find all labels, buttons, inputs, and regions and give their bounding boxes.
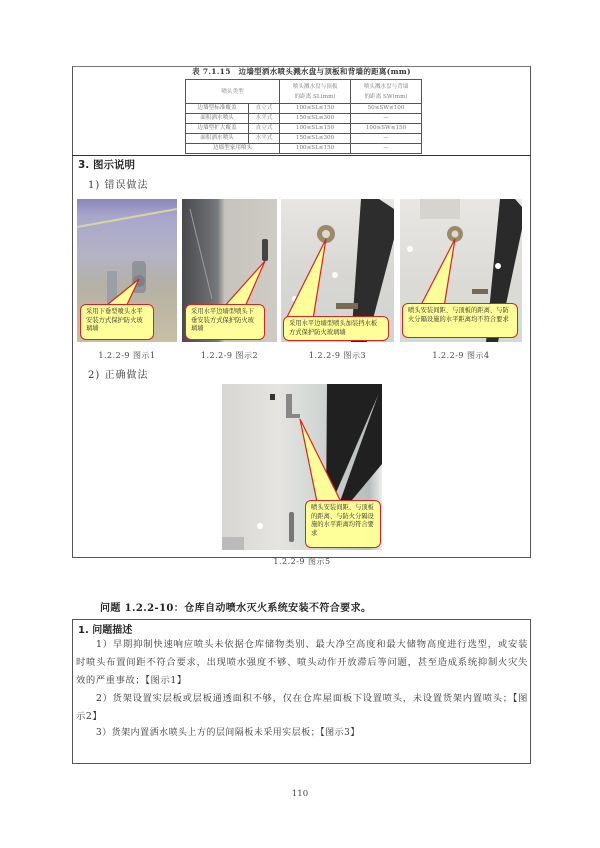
cell-sw: — — [351, 144, 422, 154]
table-row — [186, 144, 422, 154]
cell-mount: 水平式 — [248, 134, 279, 144]
cell-sl: 100≤SL≤150 — [280, 144, 351, 154]
cell-sl: 100≤SL≤150 — [280, 124, 351, 134]
figure-photo-2 — [182, 199, 277, 342]
wrong-practice-title: 1) 错误做法 — [88, 180, 149, 191]
callout-note-3: 采用水平边墙型喷头加装挡水板方式保护防火玻璃墙 — [283, 316, 389, 341]
table-row — [186, 114, 422, 124]
header-sw: 喷头溅水盘与背墙 的距离 SW(mm) — [351, 80, 422, 104]
figure-photo-5 — [222, 384, 382, 550]
cell-mount: 水平式 — [248, 114, 279, 124]
cell-sw: — — [351, 114, 422, 124]
table-row — [186, 124, 422, 134]
page-number: 110 — [291, 789, 309, 799]
figure-photo-3 — [281, 199, 394, 342]
callout-note-4: 喷头安装间距、与顶板的距离、与防火分隔设施的水平距离均不符合要求 — [402, 303, 518, 338]
table-row — [186, 134, 422, 144]
figure-photo-4 — [400, 199, 522, 342]
callout-note-1: 采用下垂型喷头水平安装方式保护防火玻璃墙 — [80, 304, 154, 340]
figure-caption-4: 1.2.2-9 图示4 — [432, 351, 490, 360]
cell-sl: 100≤SL≤150 — [280, 104, 351, 114]
section-title: 3. 图示说明 — [78, 159, 135, 171]
problem-title: 问题 1.2.2-10：仓库自动喷水灭火系统安装不符合要求。 — [100, 603, 372, 614]
divider — [72, 155, 531, 156]
cell-type: 边墙型扩大覆盖 — [186, 124, 249, 134]
cell-type: 面积洒水喷头 — [186, 134, 249, 144]
cell-mount: 直立式 — [248, 124, 279, 134]
table-row — [186, 104, 422, 114]
cell-type: 边墙型家用喷头 — [186, 144, 280, 154]
cell-sw: 100≤SW≤150 — [351, 124, 422, 134]
figure-caption-3: 1.2.2-9 图示3 — [308, 351, 367, 360]
header-sl: 喷头溅水盘与顶板 的距离 SL(mm) — [280, 80, 351, 104]
table-header-row — [186, 80, 422, 104]
figure-caption-1: 1.2.2-9 图示1 — [98, 351, 156, 360]
cell-type: 面积洒水喷头 — [186, 114, 249, 124]
correct-practice-title: 2) 正确做法 — [88, 370, 149, 381]
figure-caption-5: 1.2.2-9 图示5 — [273, 557, 331, 566]
problem-section-title: 1. 问题描述 — [78, 625, 133, 636]
callout-note-2: 采用水平边墙型喷头下垂安装方式保护防火玻璃墙 — [185, 304, 265, 340]
spec-table — [185, 79, 422, 154]
cell-sl: 150≤SL≤300 — [280, 114, 351, 124]
cell-sw: — — [351, 134, 422, 144]
table-caption: 表 7.1.15 边墙型洒水喷头溅水盘与顶板和背墙的距离(mm) — [192, 67, 411, 76]
cell-sw: 50≤SW≤100 — [351, 104, 422, 114]
header-type: 喷头类型 — [186, 80, 280, 104]
figure-caption-2: 1.2.2-9 图示2 — [200, 351, 259, 360]
problem-item-2: 2）货架设置实层板或层板通透面积不够，仅在仓库屋面板下设置喷头，未设置货架内置喷头；【图示2】 — [76, 693, 528, 722]
cell-sl: 150≤SL≤300 — [280, 134, 351, 144]
cell-mount: 直立式 — [248, 104, 279, 114]
cell-type: 边墙型标准覆盖 — [186, 104, 249, 114]
problem-item-3: 3）货架内置洒水喷头上方的层间隔板未采用实层板；【图示3】 — [96, 728, 360, 738]
figure-photo-1 — [77, 199, 177, 342]
problem-item-1: 1）早期抑制快速响应喷头未依据仓库储物类别、最大净空高度和最大储物高度进行选型，或安装时喷头布置间距不符合要求，出现喷水强度不够、喷头动作开放滞后等问题，甚至造成系统抑制火灾失效的严重事故；【图示1】 — [76, 639, 528, 686]
callout-note-5: 喷头安装间距、与顶板的距离、与防火分隔设施的水平距离均符合要求 — [305, 500, 381, 548]
